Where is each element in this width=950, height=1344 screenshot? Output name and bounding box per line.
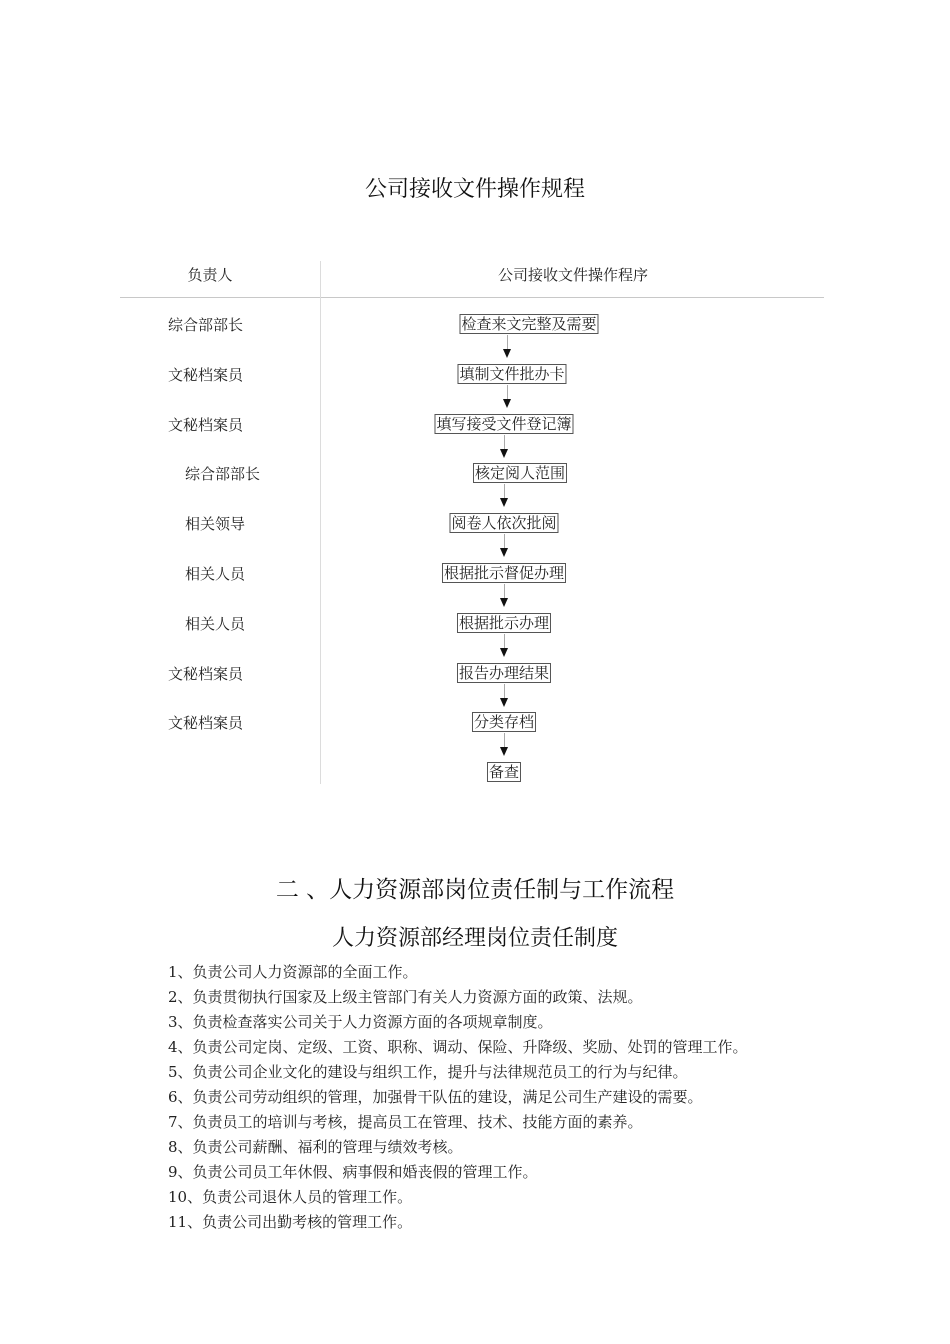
down-arrow-icon (503, 399, 511, 408)
duty-item: 4、负责公司定岗、定级、工资、职称、调动、保险、升降级、奖励、处罚的管理工作。 (168, 1038, 748, 1056)
responsible-person: 文秘档案员 (168, 714, 244, 732)
responsible-person: 文秘档案员 (168, 665, 244, 683)
flow-step: 报告办理结果 (458, 664, 550, 682)
duty-item: 3、负责检查落实公司关于人力资源方面的各项规章制度。 (168, 1013, 553, 1031)
down-arrow-icon (503, 349, 511, 358)
responsible-person: 文秘档案员 (168, 416, 244, 434)
duty-item: 7、负责员工的培训与考核，提高员工在管理、技术、技能方面的素养。 (168, 1113, 643, 1131)
flow-connector (504, 634, 505, 649)
flow-step: 填制文件批办卡 (459, 365, 565, 383)
flow-connector (507, 385, 508, 400)
duty-item: 5、负责公司企业文化的建设与组织工作，提升与法律规范员工的行为与纪律。 (168, 1063, 688, 1081)
duty-item: 8、负责公司薪酬、福利的管理与绩效考核。 (168, 1138, 463, 1156)
down-arrow-icon (500, 648, 508, 657)
column-divider (320, 261, 321, 784)
flow-connector (504, 584, 505, 599)
duty-item: 10、负责公司退休人员的管理工作。 (168, 1188, 413, 1206)
down-arrow-icon (500, 598, 508, 607)
flow-step: 备查 (488, 763, 520, 781)
procedure-title: 公司接收文件操作规程 (364, 177, 585, 202)
duty-list (168, 960, 748, 1235)
responsible-person: 相关人员 (185, 565, 246, 583)
down-arrow-icon (500, 498, 508, 507)
responsible-person: 综合部部长 (168, 316, 244, 334)
flow-connector (504, 534, 505, 549)
flow-connector (507, 335, 508, 350)
header-divider (120, 297, 824, 298)
duty-item: 11、负责公司出勤考核的管理工作。 (168, 1213, 413, 1231)
responsible-person: 相关领导 (185, 515, 246, 533)
flow-step: 分类存档 (473, 713, 535, 731)
down-arrow-icon (500, 548, 508, 557)
duty-item: 6、负责公司劳动组织的管理，加强骨干队伍的建设，满足公司生产建设的需要。 (168, 1088, 703, 1106)
flow-step: 阅卷人依次批阅 (451, 514, 557, 532)
flow-connector (504, 484, 505, 499)
duty-item: 1、负责公司人力资源部的全面工作。 (168, 963, 418, 981)
responsible-person: 文秘档案员 (168, 366, 244, 384)
flow-connector (504, 684, 505, 699)
flow-step: 检查来文完整及需要 (461, 315, 597, 333)
flow-step: 填写接受文件登记簿 (436, 415, 572, 433)
responsible-person: 综合部部长 (185, 465, 261, 483)
duty-item: 9、负责公司员工年休假、病事假和婚丧假的管理工作。 (168, 1163, 538, 1181)
down-arrow-icon (500, 449, 508, 458)
flow-connector (504, 435, 505, 450)
section-subtitle: 人力资源部经理岗位责任制度 (331, 926, 618, 951)
duty-item: 2、负责贯彻执行国家及上级主管部门有关人力资源方面的政策、法规。 (168, 988, 643, 1006)
responsible-person: 相关人员 (185, 615, 246, 633)
flow-step: 根据批示督促办理 (443, 564, 565, 582)
flow-step: 核定阅人范围 (474, 464, 566, 482)
down-arrow-icon (500, 747, 508, 756)
section-title: 二 、人力资源部岗位责任制与工作流程 (275, 877, 675, 903)
responsible-column-header: 负责人 (187, 266, 233, 284)
flow-connector (504, 733, 505, 748)
down-arrow-icon (500, 698, 508, 707)
procedure-column-header: 公司接收文件操作程序 (497, 266, 648, 284)
flow-step: 根据批示办理 (458, 614, 550, 632)
